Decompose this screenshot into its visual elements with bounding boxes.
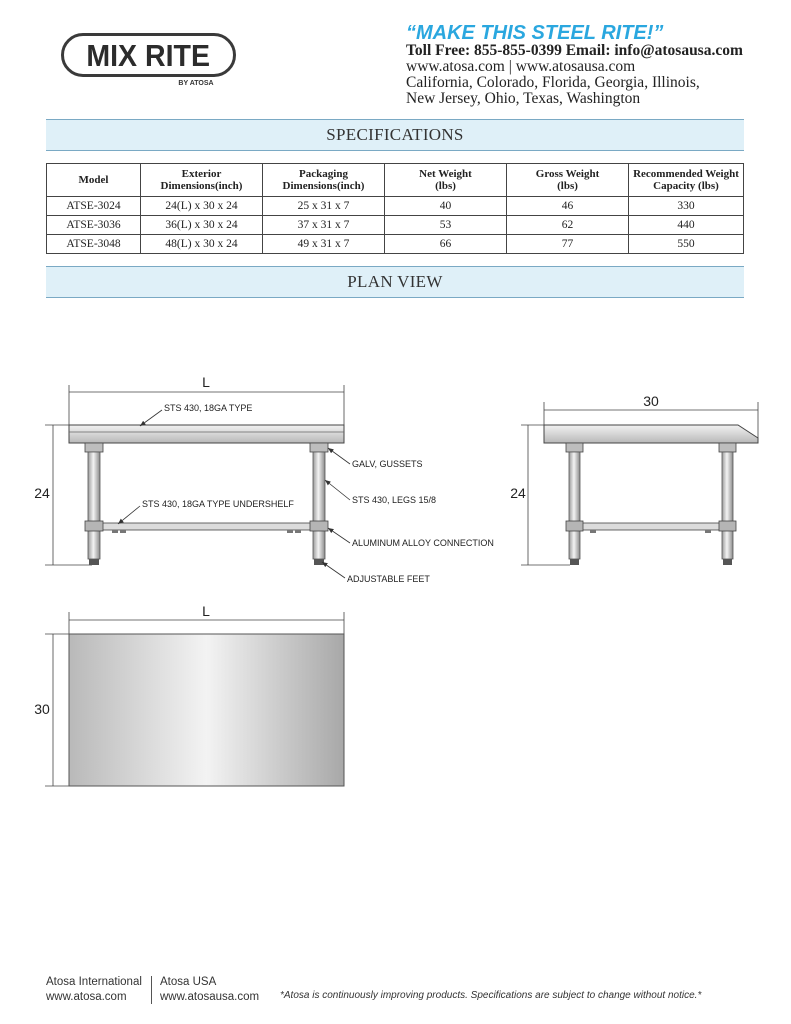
cell-exterior: 24(L) x 30 x 24	[141, 197, 263, 216]
cell-gross-weight: 77	[507, 235, 629, 254]
cell-model: ATSE-3048	[47, 235, 141, 254]
front-undershelf	[100, 523, 313, 530]
footer-atosa-international	[46, 975, 142, 1005]
side-gusset-right	[719, 443, 736, 452]
cell-model: ATSE-3036	[47, 216, 141, 235]
specifications-heading: SPECIFICATIONS	[46, 119, 744, 151]
front-table-top	[69, 425, 344, 443]
front-height-label: 24	[34, 485, 50, 501]
header-recommended-capacity: Recommended Weight Capacity (lbs)	[629, 164, 744, 197]
side-height-label: 24	[510, 485, 526, 501]
footer-atosa-usa	[160, 975, 259, 1005]
side-leg-left	[569, 452, 580, 559]
cell-gross-weight: 46	[507, 197, 629, 216]
front-foot-left	[89, 559, 99, 565]
side-view	[510, 393, 758, 565]
cell-packaging: 49 x 31 x 7	[263, 235, 385, 254]
side-foot-left	[570, 559, 579, 565]
cell-capacity: 550	[629, 235, 744, 254]
cell-packaging: 37 x 31 x 7	[263, 216, 385, 235]
footer-disclaimer: *Atosa is continuously improving products. Specifications are subject to change without notice.*	[280, 990, 702, 1001]
header-model: Model	[47, 164, 141, 197]
side-foot-right	[723, 559, 732, 565]
side-table-top	[544, 425, 758, 443]
top-view	[34, 603, 344, 786]
front-view	[34, 374, 494, 584]
cell-model: ATSE-3024	[47, 197, 141, 216]
cell-exterior: 36(L) x 30 x 24	[141, 216, 263, 235]
cell-capacity: 330	[629, 197, 744, 216]
footer-divider	[151, 976, 152, 1004]
side-connection-left	[566, 521, 583, 531]
front-connection-right	[310, 521, 328, 531]
logo-subtitle: BY ATOSA	[178, 80, 214, 87]
footer-website-2[interactable]: www.atosausa.com	[160, 991, 260, 1003]
side-leg-right	[722, 452, 733, 559]
side-gusset-left	[566, 443, 583, 452]
cell-net-weight: 53	[385, 216, 507, 235]
header-packaging-dimensions: Packaging Dimensions(inch)	[263, 164, 385, 197]
front-gusset-left	[85, 443, 103, 452]
header-net-weight: Net Weight (lbs)	[385, 164, 507, 197]
cell-gross-weight: 62	[507, 216, 629, 235]
cell-packaging: 25 x 31 x 7	[263, 197, 385, 216]
top-width-label: L	[202, 603, 210, 619]
cell-capacity: 440	[629, 216, 744, 235]
states-line-2: New Jersey, Ohio, Texas, Washington	[406, 90, 641, 107]
front-connection-left	[85, 521, 103, 531]
callout-undershelf: STS 430, 18GA TYPE UNDERSHELF	[142, 499, 294, 509]
logo-text: MIX RITE	[86, 37, 211, 73]
cell-net-weight: 66	[385, 235, 507, 254]
contact-line: Toll Free: 855-855-0399 Email: info@atosausa.com	[406, 42, 743, 59]
footer-company-1: Atosa International	[46, 976, 142, 988]
side-undershelf	[580, 523, 722, 530]
plan-view-heading: PLAN VIEW	[46, 266, 744, 298]
states-line-1: California, Colorado, Florida, Georgia, Illinois,	[406, 74, 700, 91]
slogan: “MAKE THIS STEEL RITE!”	[406, 22, 664, 44]
websites-line: www.atosa.com | www.atosausa.com	[406, 58, 636, 75]
top-depth-label: 30	[34, 701, 50, 717]
cell-exterior: 48(L) x 30 x 24	[141, 235, 263, 254]
callout-top: STS 430, 18GA TYPE	[164, 403, 253, 413]
side-width-label: 30	[643, 393, 659, 409]
side-connection-right	[719, 521, 736, 531]
cell-net-weight: 40	[385, 197, 507, 216]
footer-company-2: Atosa USA	[160, 976, 217, 988]
callout-feet: ADJUSTABLE FEET	[347, 574, 430, 584]
callout-gussets: GALV, GUSSETS	[352, 459, 423, 469]
header-gross-weight: Gross Weight (lbs)	[507, 164, 629, 197]
callout-connection: ALUMINUM ALLOY CONNECTION	[352, 538, 494, 548]
front-leg-right	[313, 452, 325, 559]
front-width-label: L	[202, 374, 210, 390]
front-leg-left	[88, 452, 100, 559]
header-exterior-dimensions: Exterior Dimensions(inch)	[141, 164, 263, 197]
top-view-surface	[69, 634, 344, 786]
callout-legs: STS 430, LEGS 15/8	[352, 495, 437, 505]
front-gusset-right	[310, 443, 328, 452]
footer-website-1[interactable]: www.atosa.com	[46, 991, 127, 1003]
